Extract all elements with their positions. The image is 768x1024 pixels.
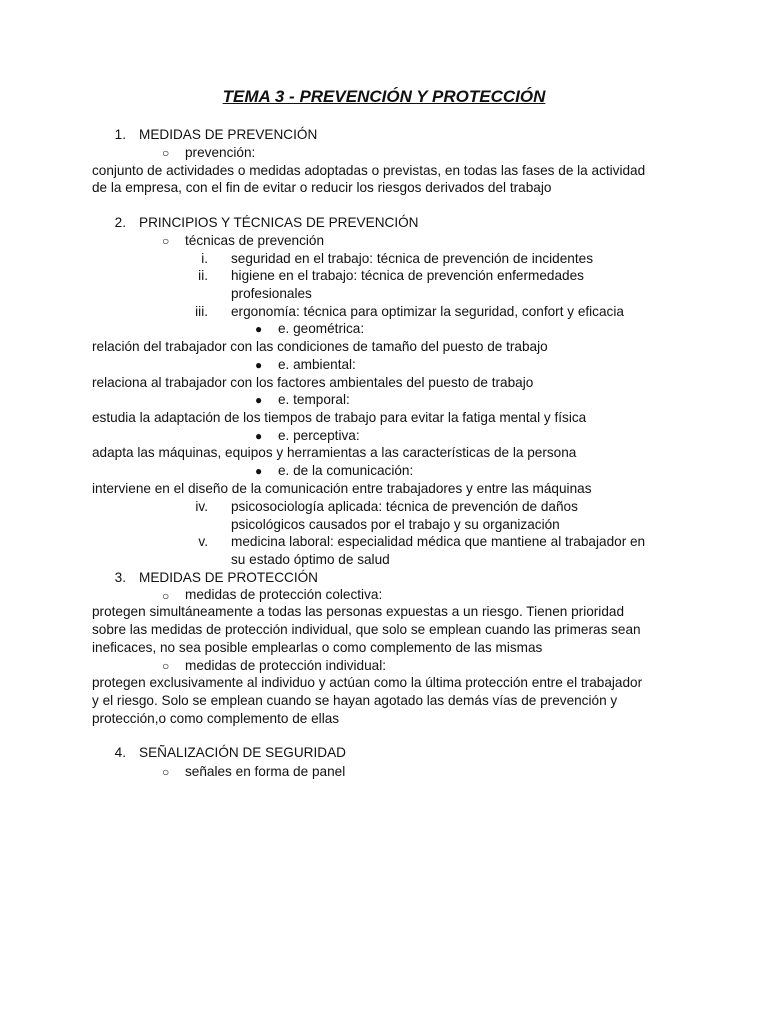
section-3-heading: MEDIDAS DE PROTECCIÓN [139,570,319,585]
section-3-paragraph-line: protegen simultáneamente a todas las personas expuestas a un riesgo. Tienen prioridad [92,604,625,619]
technique-line: ergonomía: técnica para optimizar la seguridad, confort y eficacia [231,304,624,319]
ergonomics-description: relación del trabajador con las condiciones de tamaño del puesto de trabajo [92,339,548,354]
technique-line: su estado óptimo de salud [231,552,390,567]
ergonomics-label: e. temporal: [278,392,350,407]
section-1-paragraph-line: conjunto de actividades o medidas adoptadas o previstas, en todas las fases de la actividad [92,163,646,178]
ergonomics-description: relaciona al trabajador con los factores ambientales del puesto de trabajo [92,375,534,390]
ergonomics-description: estudia la adaptación de los tiempos de trabajo para evitar la fatiga mental y física [92,410,587,425]
section-2-heading: PRINCIPIOS Y TÉCNICAS DE PREVENCIÓN [139,215,419,230]
technique-line: profesionales [231,286,312,301]
section-4-item: señales en forma de panel [185,764,346,779]
ergonomics-label: e. geométrica: [278,321,365,336]
bullet-dot-icon: ● [255,393,263,407]
technique-line: psicológicos causados por el trabajo y su organización [231,517,560,532]
circle-bullet-icon: ○ [162,234,170,248]
section-1-number: 1. [114,127,126,142]
roman-numeral: iv. [195,499,208,514]
section-2-number: 2. [114,215,126,230]
roman-numeral: v. [198,534,208,549]
technique-line: seguridad en el trabajo: técnica de prevención de incidentes [231,251,593,266]
section-3-paragraph-line: protegen exclusivamente al individuo y actúan como la última protección entre el trabajador [92,675,643,690]
technique-line: higiene en el trabajo: técnica de prevención enfermedades [231,268,584,283]
section-3-paragraph-line: y el riesgo. Solo se emplean cuando se hayan agotado las demás vías de prevención y [92,693,618,708]
technique-line: psicosociología aplicada: técnica de prevención de daños [231,499,578,514]
section-3-paragraph-line: sobre las medidas de protección individual, que solo se emplean cuando las primeras sean [92,622,641,637]
section-3-number: 3. [114,570,126,585]
bullet-dot-icon: ● [255,322,263,336]
roman-numeral: i. [201,251,208,266]
section-1-heading: MEDIDAS DE PREVENCIÓN [139,127,318,142]
roman-numeral: iii. [195,304,208,319]
roman-numeral: ii. [198,268,208,283]
bullet-dot-icon: ● [255,358,263,372]
document-title: TEMA 3 - PREVENCIÓN Y PROTECCIÓN [222,87,546,106]
circle-bullet-icon: ○ [162,589,170,603]
ergonomics-description: adapta las máquinas, equipos y herramientas a las características de la persona [92,445,577,460]
ergonomics-label: e. de la comunicación: [278,463,414,478]
circle-bullet-icon: ○ [162,765,170,779]
section-3-paragraph-line: protección,o como complemento de ellas [92,711,340,726]
circle-bullet-icon: ○ [162,659,170,673]
section-3-item: medidas de protección colectiva: [185,587,383,602]
ergonomics-label: e. perceptiva: [278,428,360,443]
ergonomics-description: interviene en el diseño de la comunicación entre trabajadores y entre las máquinas [92,481,592,496]
section-1-paragraph-line: de la empresa, con el fin de evitar o reducir los riesgos derivados del trabajo [92,180,552,195]
section-1-item: prevención: [185,145,256,160]
section-2-item: técnicas de prevención [185,233,325,248]
bullet-dot-icon: ● [255,464,263,478]
section-3-paragraph-line: ineficaces, no sea posible emplearlas o como complemento de las mismas [92,640,543,655]
circle-bullet-icon: ○ [162,146,170,160]
section-4-heading: SEÑALIZACIÓN DE SEGURIDAD [139,745,346,760]
ergonomics-label: e. ambiental: [278,357,356,372]
bullet-dot-icon: ● [255,429,263,443]
technique-line: medicina laboral: especialidad médica que mantiene al trabajador en [231,534,646,549]
section-3-item: medidas de protección individual: [185,658,387,673]
section-4-number: 4. [114,745,126,760]
